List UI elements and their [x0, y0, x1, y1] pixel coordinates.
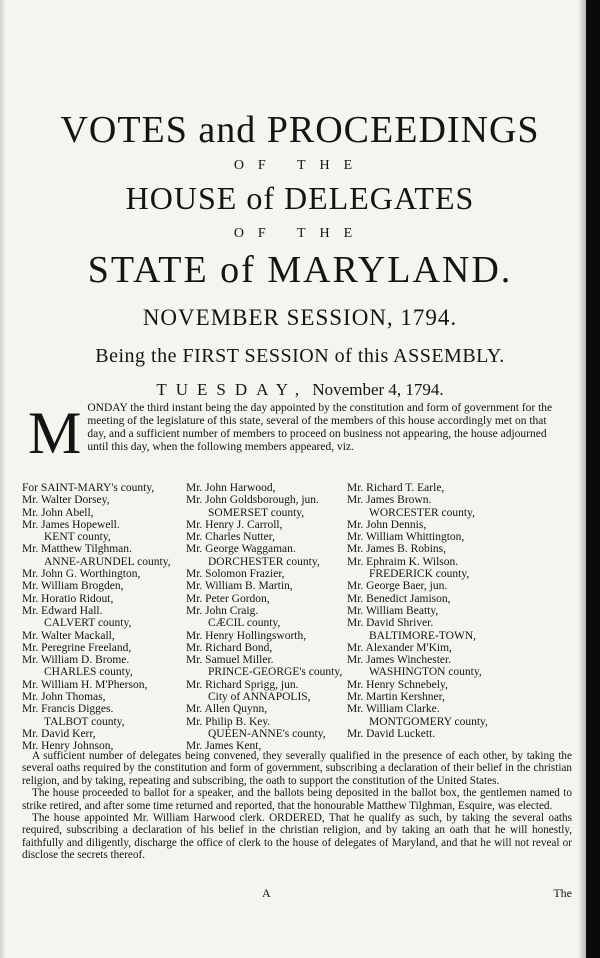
- members-column-2: [186, 482, 356, 753]
- member-name: Mr. John Craig.: [186, 604, 259, 617]
- member-name: Mr. Allen Quynn,: [186, 703, 268, 716]
- member-name: Mr. Richard Sprigg, jun.: [186, 678, 299, 691]
- member-name: Mr. James Winchester.: [347, 654, 452, 667]
- member-name: For SAINT-MARY's county,: [22, 482, 155, 494]
- member-name: Mr. Ephraim K. Wilson.: [347, 555, 459, 568]
- county-heading: PRINCE-GEORGE's county,: [208, 666, 343, 679]
- member-name: Mr. Matthew Tilghman.: [22, 543, 132, 556]
- member-name: Mr. John Abell,: [22, 506, 94, 519]
- signature-mark: A: [262, 886, 271, 900]
- member-name: Mr. Edward Hall.: [22, 604, 103, 617]
- county-heading: KENT county,: [44, 531, 111, 544]
- opening-text: ONDAY the third instant being the day appointed by the constitution and form of government for the meeting of the legislature of this state, several of the members of this house accordingly met on that day, and a sufficient number of members to proceed on business not appearing, the house adjourned until this day, when the following members appeared, viz.: [87, 402, 553, 453]
- county-heading: WASHINGTON county,: [369, 666, 482, 679]
- county-heading: WORCESTER county,: [369, 506, 475, 519]
- member-name: Mr. Henry J. Carroll,: [186, 518, 283, 531]
- county-heading: BALTIMORE-TOWN,: [369, 629, 477, 642]
- paragraph-delegates-qualified: A sufficient number of delegates being convened, they severally qualified in the presence of each other, by taking the several oaths required by the constitution and form of government, subscribing a declaration of their belief in the christian religion, and by taking, repeating and subscribing, the oath to support the constitution of the United States.: [22, 750, 572, 787]
- title-votes-and-proceedings: VOTES and PROCEEDINGS: [60, 109, 540, 151]
- member-name: Mr. John Dennis,: [347, 518, 427, 531]
- member-name: Mr. Charles Nutter,: [186, 531, 275, 544]
- member-name: Mr. David Luckett.: [347, 727, 436, 740]
- member-name: Mr. Walter Dorsey,: [22, 494, 110, 507]
- member-name: Mr. Solomon Frazier,: [186, 568, 285, 581]
- member-name: Mr. Horatio Ridout,: [22, 592, 114, 605]
- members-list: [22, 482, 582, 753]
- member-name: Mr. James Hopewell.: [22, 518, 120, 531]
- day-of-week: TUESDAY,: [156, 380, 309, 399]
- member-name: Mr. George Waggaman.: [186, 543, 296, 556]
- member-name: Mr. John G. Worthington,: [22, 568, 141, 581]
- member-name: Mr. John Thomas,: [22, 691, 106, 704]
- member-name: Mr. Samuel Miller.: [186, 654, 274, 667]
- first-session-heading: Being the FIRST SESSION of this ASSEMBLY.: [95, 345, 505, 367]
- member-name: Mr. William Clarke.: [347, 703, 440, 716]
- title-house-of-delegates: HOUSE of DELEGATES: [125, 180, 475, 216]
- county-heading: TALBOT county,: [44, 715, 125, 728]
- member-name: Mr. George Baer, jun.: [347, 580, 448, 593]
- session-heading: NOVEMBER SESSION, 1794.: [142, 305, 458, 330]
- member-name: Mr. Peregrine Freeland,: [22, 641, 132, 654]
- member-name: Mr. James Kent,: [186, 740, 262, 753]
- member-name: Mr. Walter Mackall,: [22, 629, 115, 642]
- county-heading: SOMERSET county,: [208, 506, 305, 519]
- member-name: Mr. Peter Gordon,: [186, 592, 270, 605]
- member-name: Mr. Henry Johnson,: [22, 740, 114, 753]
- paragraph-clerk-appointed: The house appointed Mr. William Harwood clerk. ORDERED, That he qualify as such, by taking the several oaths required, subscribing a declaration of his belief in the christian religion, and by taking an oath that he will honestly, faithfully and diligently, discharge the office of clerk to the house of delegates of Maryland, and that he will not reveal or disclose the secrets thereof.: [22, 812, 572, 862]
- catchword: The: [553, 886, 572, 900]
- member-name: Mr. Philip B. Key.: [186, 715, 271, 728]
- member-name: Mr. William D. Brome.: [22, 654, 130, 667]
- member-name: Mr. Martin Kershner,: [347, 691, 445, 704]
- member-name: Mr. James B. Robins,: [347, 543, 447, 556]
- member-name: Mr. David Kerr,: [22, 727, 96, 740]
- member-name: Mr. William Brogden,: [22, 580, 124, 593]
- member-name: Mr. James Brown.: [347, 494, 432, 507]
- county-heading: MONTGOMERY county,: [369, 715, 488, 728]
- county-heading: DORCHESTER county,: [208, 555, 320, 568]
- date-line: [20, 380, 580, 400]
- member-name: Mr. Richard Bond,: [186, 641, 273, 654]
- of-the-line-2: OF THE: [233, 226, 367, 241]
- member-name: Mr. David Shriver.: [347, 617, 434, 630]
- county-heading: FREDERICK county,: [369, 568, 470, 581]
- county-heading: CALVERT county,: [44, 617, 132, 630]
- member-name: Mr. Henry Schnebely,: [347, 678, 448, 691]
- paragraph-speaker-ballot: The house proceeded to ballot for a speaker, and the ballots being deposited in the ballot box, the gentlemen named to strike retired, and after some time returned and reported, that the honourable Matthew Tilghman, Esquire, was elected.: [22, 787, 572, 812]
- member-name: Mr. Alexander M'Kim,: [347, 641, 452, 654]
- member-name: Mr. Richard T. Earle,: [347, 482, 445, 494]
- member-name: Mr. William H. M'Pherson,: [22, 678, 148, 691]
- date-text: November 4, 1794.: [312, 380, 444, 399]
- county-heading: ANNE-ARUNDEL county,: [44, 555, 171, 568]
- book-spine: [586, 0, 600, 958]
- county-heading: City of ANNAPOLIS,: [208, 691, 311, 704]
- county-heading: CÆCIL county,: [208, 617, 281, 630]
- of-the-line-1: OF THE: [233, 158, 367, 173]
- county-heading: QUEEN-ANNE's county,: [208, 727, 326, 740]
- members-column-1: [22, 482, 192, 753]
- member-name: Mr. John Goldsborough, jun.: [186, 494, 319, 507]
- member-name: Mr. Francis Digges.: [22, 703, 114, 716]
- member-name: Mr. Henry Hollingsworth,: [186, 629, 307, 642]
- county-heading: CHARLES county,: [44, 666, 133, 679]
- member-name: Mr. Benedict Jamison,: [347, 592, 451, 605]
- drop-cap-letter: M: [28, 400, 82, 466]
- member-name: Mr. William Beatty,: [347, 604, 439, 617]
- member-name: Mr. William Whittington,: [347, 531, 465, 544]
- page-edge-shadow: [0, 0, 6, 958]
- proceedings-text: [22, 750, 572, 862]
- title-state-of-maryland: STATE of MARYLAND.: [87, 249, 513, 291]
- members-column-3: [347, 482, 517, 740]
- member-name: Mr. John Harwood,: [186, 482, 276, 494]
- opening-paragraph: [28, 400, 568, 466]
- member-name: Mr. William B. Martin,: [186, 580, 293, 593]
